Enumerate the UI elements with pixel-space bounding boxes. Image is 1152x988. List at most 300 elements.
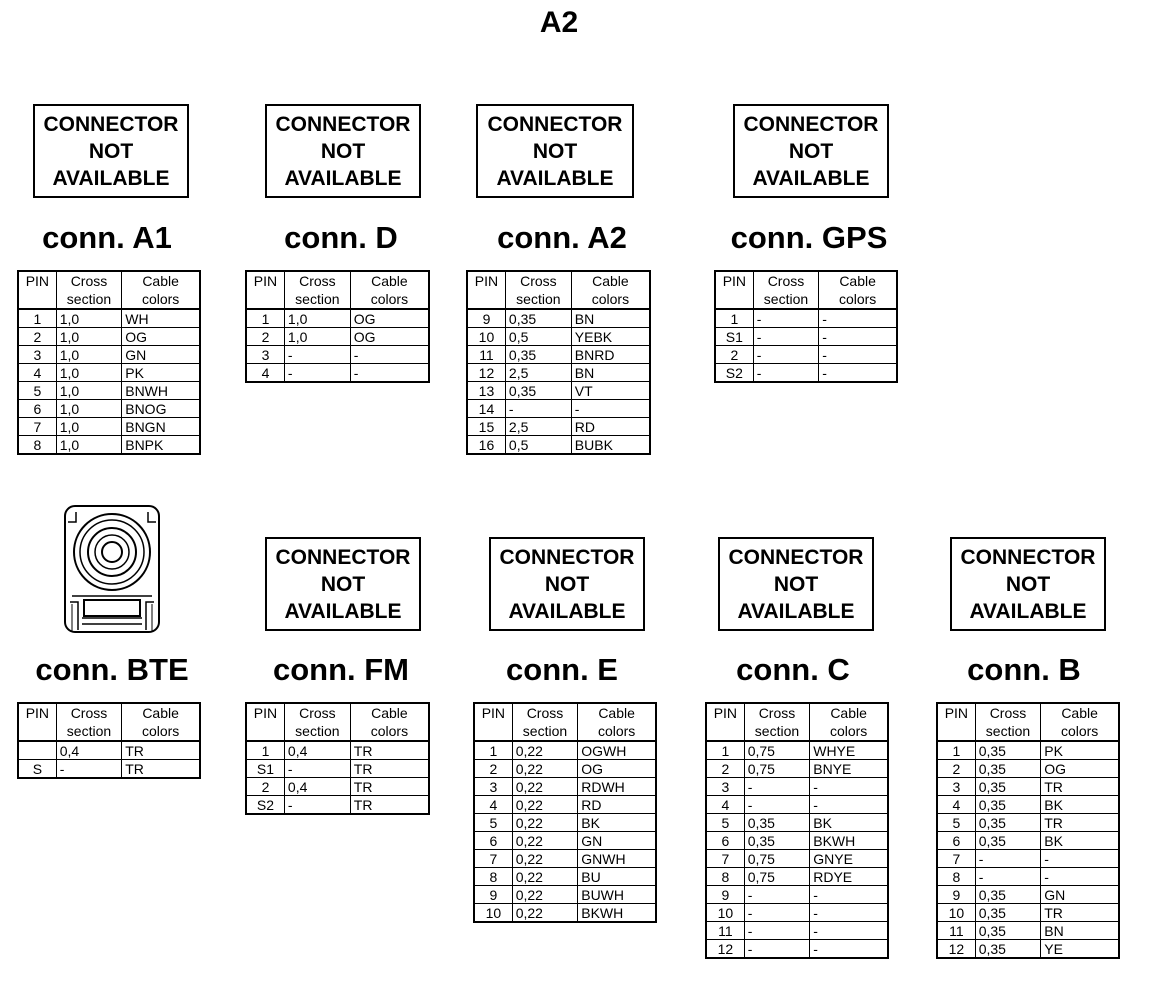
table-row (715, 364, 897, 383)
header-cable-colors: Cable colors (571, 271, 650, 309)
cable-color-cell: WHYE (810, 741, 888, 760)
cable-color-cell: OG (122, 328, 200, 346)
connector-not-available-b: CONNECTOR NOT AVAILABLE (950, 537, 1106, 631)
cable-color-cell: OG (578, 760, 656, 778)
table-row (474, 886, 656, 904)
pin-cell: 11 (467, 346, 505, 364)
pin-cell: 3 (706, 778, 744, 796)
header-pin: PIN (18, 271, 56, 309)
table-row (937, 741, 1119, 760)
cable-color-cell: GNWH (578, 850, 656, 868)
cross-section-cell: 2,5 (505, 418, 571, 436)
table-row (706, 832, 888, 850)
pin-cell: 7 (18, 418, 56, 436)
pin-cell: 1 (706, 741, 744, 760)
cross-section-cell: - (744, 886, 810, 904)
cable-color-cell: YEBK (571, 328, 650, 346)
table-row (246, 741, 429, 760)
cable-color-cell: GN (1041, 886, 1119, 904)
table-row (937, 868, 1119, 886)
cable-color-cell: BN (1041, 922, 1119, 940)
cross-section-cell: 0,35 (505, 382, 571, 400)
cable-color-cell: - (350, 346, 429, 364)
cable-color-cell: - (810, 886, 888, 904)
pin-table-gps (714, 270, 898, 383)
cable-color-cell: TR (350, 760, 429, 778)
cable-color-cell: RD (571, 418, 650, 436)
table-row (937, 886, 1119, 904)
header-cable-colors: Cable colors (819, 271, 897, 309)
header-cross-section: Cross section (512, 703, 578, 741)
table-row (474, 796, 656, 814)
cross-section-cell: 0,35 (975, 741, 1041, 760)
pin-cell: 5 (474, 814, 512, 832)
table-header-row (474, 703, 656, 741)
table-row (246, 328, 429, 346)
cable-color-cell: - (1041, 868, 1119, 886)
cable-color-cell: TR (122, 760, 200, 779)
table-row (18, 346, 200, 364)
header-pin: PIN (715, 271, 753, 309)
table-row (18, 760, 200, 779)
cross-section-cell: - (505, 400, 571, 418)
cable-color-cell: BKWH (578, 904, 656, 923)
cross-section-cell: - (56, 760, 122, 779)
pin-cell: 16 (467, 436, 505, 455)
pin-cell: 8 (474, 868, 512, 886)
pin-cell: 6 (937, 832, 975, 850)
pin-cell: 11 (937, 922, 975, 940)
header-cable-colors: Cable colors (350, 703, 429, 741)
pin-cell: 5 (706, 814, 744, 832)
table-row (18, 418, 200, 436)
header-pin: PIN (474, 703, 512, 741)
pin-cell: 2 (246, 328, 284, 346)
pin-cell: 2 (937, 760, 975, 778)
table-row (246, 364, 429, 383)
table-row (706, 868, 888, 886)
cable-color-cell: - (810, 922, 888, 940)
header-cable-colors: Cable colors (122, 271, 200, 309)
connector-not-available-a2: CONNECTOR NOT AVAILABLE (476, 104, 634, 198)
cross-section-cell: 0,4 (56, 741, 122, 760)
connector-not-available-gps: CONNECTOR NOT AVAILABLE (733, 104, 889, 198)
conn-label-gps: conn. GPS (730, 220, 888, 255)
pin-table-fm (245, 702, 430, 815)
cross-section-cell: 0,75 (744, 760, 810, 778)
cable-color-cell: BK (578, 814, 656, 832)
cable-color-cell: OG (350, 309, 429, 328)
table-row (18, 364, 200, 382)
connector-not-available-e: CONNECTOR NOT AVAILABLE (489, 537, 645, 631)
cross-section-cell: 0,35 (975, 832, 1041, 850)
table-row (474, 868, 656, 886)
pin-table-d (245, 270, 430, 383)
cable-color-cell: TR (122, 741, 200, 760)
cable-color-cell: - (819, 309, 897, 328)
table-row (18, 436, 200, 455)
cross-section-cell: 1,0 (56, 364, 122, 382)
pin-cell: 7 (706, 850, 744, 868)
cross-section-cell: - (744, 922, 810, 940)
cross-section-cell: - (975, 850, 1041, 868)
cable-color-cell: TR (1041, 778, 1119, 796)
connector-not-available-c: CONNECTOR NOT AVAILABLE (718, 537, 874, 631)
pin-cell: 10 (474, 904, 512, 923)
cable-color-cell: TR (350, 778, 429, 796)
pin-cell: 12 (937, 940, 975, 959)
pin-cell: S2 (246, 796, 284, 815)
table-header-row (246, 271, 429, 309)
cable-color-cell: RDYE (810, 868, 888, 886)
cable-color-cell: BN (571, 309, 650, 328)
cable-color-cell: YE (1041, 940, 1119, 959)
table-row (937, 778, 1119, 796)
cross-section-cell: 0,35 (975, 940, 1041, 959)
table-row (937, 796, 1119, 814)
pin-cell: 6 (18, 400, 56, 418)
pin-cell: 14 (467, 400, 505, 418)
table-row (706, 814, 888, 832)
table-row (706, 778, 888, 796)
conn-label-a2: conn. A2 (497, 220, 627, 255)
cross-section-cell: 1,0 (56, 346, 122, 364)
cross-section-cell: 0,4 (284, 741, 350, 760)
conn-label-d: conn. D (284, 220, 398, 255)
cross-section-cell: 0,35 (975, 796, 1041, 814)
cross-section-cell: 0,35 (744, 814, 810, 832)
conn-label-bte: conn. BTE (35, 652, 189, 687)
table-header-row (246, 703, 429, 741)
table-row (474, 832, 656, 850)
header-cable-colors: Cable colors (1041, 703, 1119, 741)
pin-table-bte (17, 702, 201, 779)
table-header-row (937, 703, 1119, 741)
table-row (937, 850, 1119, 868)
cross-section-cell: - (753, 309, 819, 328)
pin-cell: 2 (715, 346, 753, 364)
pin-table-a1 (17, 270, 201, 455)
header-pin: PIN (246, 703, 284, 741)
cross-section-cell: - (284, 364, 350, 383)
table-row (467, 418, 650, 436)
pin-cell: 11 (706, 922, 744, 940)
pin-cell: 4 (937, 796, 975, 814)
cross-section-cell: 0,5 (505, 436, 571, 455)
table-row (467, 346, 650, 364)
cable-color-cell: VT (571, 382, 650, 400)
pin-cell: 10 (467, 328, 505, 346)
cable-color-cell: - (1041, 850, 1119, 868)
cable-color-cell: BUBK (571, 436, 650, 455)
cable-color-cell: - (810, 940, 888, 959)
pin-cell: 7 (474, 850, 512, 868)
cross-section-cell: - (284, 760, 350, 778)
pin-cell: 7 (937, 850, 975, 868)
table-row (467, 364, 650, 382)
pin-cell: 6 (706, 832, 744, 850)
table-row (18, 328, 200, 346)
connector-not-available-d: CONNECTOR NOT AVAILABLE (265, 104, 421, 198)
table-row (467, 309, 650, 328)
pin-cell: 12 (706, 940, 744, 959)
pin-cell: 1 (246, 309, 284, 328)
pin-cell: 9 (706, 886, 744, 904)
cable-color-cell: BUWH (578, 886, 656, 904)
table-row (706, 760, 888, 778)
table-row (706, 850, 888, 868)
cable-color-cell: BK (810, 814, 888, 832)
cable-color-cell: RDWH (578, 778, 656, 796)
pin-cell: 9 (937, 886, 975, 904)
table-row (474, 904, 656, 923)
pin-cell: 1 (246, 741, 284, 760)
cross-section-cell: 1,0 (56, 436, 122, 455)
cross-section-cell: - (284, 796, 350, 815)
cross-section-cell: - (753, 328, 819, 346)
header-pin: PIN (467, 271, 505, 309)
cable-color-cell: - (571, 400, 650, 418)
cross-section-cell: 0,35 (975, 904, 1041, 922)
cross-section-cell: 2,5 (505, 364, 571, 382)
pin-cell: 4 (246, 364, 284, 383)
cable-color-cell: TR (350, 741, 429, 760)
cable-color-cell: BNWH (122, 382, 200, 400)
cable-color-cell: TR (1041, 814, 1119, 832)
cross-section-cell: - (744, 904, 810, 922)
cross-section-cell: - (744, 796, 810, 814)
table-header-row (715, 271, 897, 309)
pin-cell: S (18, 760, 56, 779)
cross-section-cell: 1,0 (56, 382, 122, 400)
table-row (246, 760, 429, 778)
pin-cell: 1 (715, 309, 753, 328)
conn-label-c: conn. C (736, 652, 850, 687)
table-row (715, 346, 897, 364)
cross-section-cell: 0,75 (744, 850, 810, 868)
cable-color-cell: BNGN (122, 418, 200, 436)
cable-color-cell: BK (1041, 832, 1119, 850)
table-row (18, 382, 200, 400)
table-row (706, 922, 888, 940)
table-row (246, 778, 429, 796)
cable-color-cell: BNYE (810, 760, 888, 778)
cross-section-cell: 0,35 (975, 814, 1041, 832)
cross-section-cell: 0,22 (512, 796, 578, 814)
cable-color-cell: GN (578, 832, 656, 850)
cable-color-cell: GN (122, 346, 200, 364)
header-pin: PIN (706, 703, 744, 741)
table-header-row (18, 271, 200, 309)
header-cross-section: Cross section (744, 703, 810, 741)
cable-color-cell: TR (350, 796, 429, 815)
pin-cell: 9 (467, 309, 505, 328)
cross-section-cell: 0,22 (512, 850, 578, 868)
table-row (474, 760, 656, 778)
table-row (706, 904, 888, 922)
table-row (467, 400, 650, 418)
pin-cell: 2 (706, 760, 744, 778)
cross-section-cell: 0,35 (505, 346, 571, 364)
cable-color-cell: OG (1041, 760, 1119, 778)
header-cable-colors: Cable colors (578, 703, 656, 741)
table-row (18, 309, 200, 328)
table-row (474, 778, 656, 796)
cable-color-cell: OGWH (578, 741, 656, 760)
cross-section-cell: 0,22 (512, 778, 578, 796)
cross-section-cell: - (753, 346, 819, 364)
cross-section-cell: 0,4 (284, 778, 350, 796)
cross-section-cell: - (284, 346, 350, 364)
table-row (937, 760, 1119, 778)
pin-cell: 6 (474, 832, 512, 850)
cable-color-cell: - (810, 904, 888, 922)
cable-color-cell: RD (578, 796, 656, 814)
cross-section-cell: 0,35 (975, 922, 1041, 940)
cross-section-cell: 0,35 (975, 760, 1041, 778)
cross-section-cell: 0,35 (744, 832, 810, 850)
pin-cell: 1 (937, 741, 975, 760)
cross-section-cell: 0,35 (975, 886, 1041, 904)
cable-color-cell: PK (122, 364, 200, 382)
cable-color-cell: OG (350, 328, 429, 346)
cross-section-cell: 1,0 (284, 328, 350, 346)
cross-section-cell: 0,22 (512, 741, 578, 760)
header-cross-section: Cross section (753, 271, 819, 309)
cross-section-cell: 1,0 (56, 309, 122, 328)
pin-cell: 2 (18, 328, 56, 346)
cross-section-cell: 0,22 (512, 814, 578, 832)
pin-table-b (936, 702, 1120, 959)
pin-cell: 5 (18, 382, 56, 400)
cross-section-cell: 0,22 (512, 832, 578, 850)
header-cross-section: Cross section (56, 703, 122, 741)
table-row (467, 328, 650, 346)
table-row (706, 940, 888, 959)
table-row (246, 346, 429, 364)
conn-label-b: conn. B (967, 652, 1081, 687)
cable-color-cell: BN (571, 364, 650, 382)
pin-cell: 4 (18, 364, 56, 382)
table-row (937, 814, 1119, 832)
pin-cell: S1 (246, 760, 284, 778)
cross-section-cell: 0,35 (505, 309, 571, 328)
pin-table-c (705, 702, 889, 959)
table-row (246, 309, 429, 328)
table-row (715, 309, 897, 328)
header-cross-section: Cross section (284, 271, 350, 309)
conn-label-e: conn. E (506, 652, 618, 687)
cable-color-cell: - (819, 346, 897, 364)
cable-color-cell: - (810, 778, 888, 796)
cross-section-cell: 0,22 (512, 904, 578, 923)
pin-cell: 8 (937, 868, 975, 886)
pin-cell (18, 741, 56, 760)
cable-color-cell: BNOG (122, 400, 200, 418)
table-row (18, 400, 200, 418)
pin-table-e (473, 702, 657, 923)
table-header-row (18, 703, 200, 741)
cable-color-cell: - (810, 796, 888, 814)
header-pin: PIN (246, 271, 284, 309)
table-row (937, 940, 1119, 959)
conn-label-fm: conn. FM (272, 652, 410, 687)
connector-not-available-a1: CONNECTOR NOT AVAILABLE (33, 104, 189, 198)
page-title: A2 (539, 6, 579, 39)
pin-cell: 4 (474, 796, 512, 814)
pin-cell: 9 (474, 886, 512, 904)
pin-cell: 1 (18, 309, 56, 328)
header-cable-colors: Cable colors (810, 703, 888, 741)
pin-cell: 10 (937, 904, 975, 922)
cross-section-cell: 0,35 (975, 778, 1041, 796)
cross-section-cell: 0,75 (744, 741, 810, 760)
pin-cell: 3 (246, 346, 284, 364)
table-row (474, 741, 656, 760)
cross-section-cell: - (975, 868, 1041, 886)
table-row (706, 796, 888, 814)
cross-section-cell: - (753, 364, 819, 383)
header-cross-section: Cross section (56, 271, 122, 309)
cable-color-cell: WH (122, 309, 200, 328)
table-header-row (706, 703, 888, 741)
header-pin: PIN (18, 703, 56, 741)
table-row (937, 904, 1119, 922)
cable-color-cell: PK (1041, 741, 1119, 760)
table-header-row (467, 271, 650, 309)
cross-section-cell: - (744, 940, 810, 959)
table-row (467, 382, 650, 400)
table-row (715, 328, 897, 346)
cross-section-cell: 0,22 (512, 886, 578, 904)
table-row (467, 436, 650, 455)
pin-cell: 2 (474, 760, 512, 778)
pin-cell: 3 (937, 778, 975, 796)
pin-cell: 8 (706, 868, 744, 886)
header-cross-section: Cross section (284, 703, 350, 741)
header-cross-section: Cross section (975, 703, 1041, 741)
pin-table-a2 (466, 270, 651, 455)
cable-color-cell: - (350, 364, 429, 383)
pin-cell: S1 (715, 328, 753, 346)
cross-section-cell: 0,22 (512, 760, 578, 778)
pin-cell: 1 (474, 741, 512, 760)
pin-cell: 2 (246, 778, 284, 796)
table-row (706, 741, 888, 760)
pin-cell: 8 (18, 436, 56, 455)
cross-section-cell: 1,0 (56, 418, 122, 436)
cable-color-cell: BU (578, 868, 656, 886)
pin-cell: 12 (467, 364, 505, 382)
connector-not-available-fm: CONNECTOR NOT AVAILABLE (265, 537, 421, 631)
pin-cell: 10 (706, 904, 744, 922)
cross-section-cell: 1,0 (284, 309, 350, 328)
table-row (474, 850, 656, 868)
cable-color-cell: GNYE (810, 850, 888, 868)
cable-color-cell: - (819, 328, 897, 346)
pin-cell: 13 (467, 382, 505, 400)
cable-color-cell: BKWH (810, 832, 888, 850)
pin-cell: 3 (18, 346, 56, 364)
cable-color-cell: BNPK (122, 436, 200, 455)
cross-section-cell: - (744, 778, 810, 796)
table-row (18, 741, 200, 760)
header-cable-colors: Cable colors (350, 271, 429, 309)
cross-section-cell: 0,5 (505, 328, 571, 346)
cable-color-cell: - (819, 364, 897, 383)
pin-cell: S2 (715, 364, 753, 383)
cable-color-cell: BNRD (571, 346, 650, 364)
